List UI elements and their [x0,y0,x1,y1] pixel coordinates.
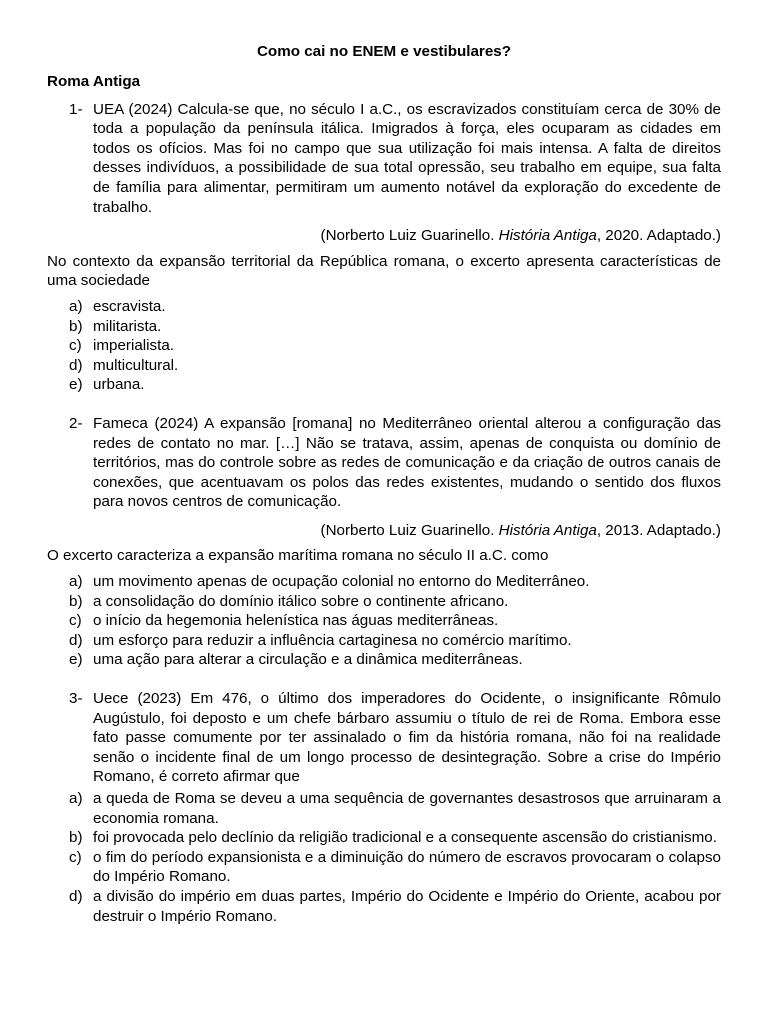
option-letter: e) [69,651,83,669]
option-text: o fim do período expansionista e a diminuição do número de escravos provocaram o colapso do Império Romano. [93,848,721,886]
page-title: Como cai no ENEM e vestibulares? [256,43,512,60]
option-letter: c) [69,337,82,355]
option-letter: a) [69,573,83,591]
source-details: , 2020. Adaptado.) [596,227,721,245]
source-author: (Norberto Luiz Guarinello. [320,227,499,245]
question-1 [47,100,721,218]
document-page [47,42,721,926]
source-work: História Antiga [498,227,597,245]
options-list [47,297,721,395]
option-text: a divisão do império em duas partes, Império do Ocidente e Império do Oriente, acabou por destruir o Império Romano. [93,887,721,925]
source-author: (Norberto Luiz Guarinello. [320,521,499,539]
question-text: Uece (2023) Em 476, o último dos imperadores do Ocidente, o insignificante Rômulo Augústulo, foi deposto e um chefe bárbaro assumiu o título de rei de Roma. Embora esse fato passe comumente por ter assinalado o fim da história romana, não foi na realidade senão o incidente final de um longo processo de desintegração. Sobre a crise do Império Romano, é correto afirmar que [93,690,721,786]
option-text: imperialista. [93,337,175,355]
question-2 [47,414,721,512]
option-item [47,631,721,651]
source-details: , 2013. Adaptado.) [596,521,721,539]
options-list [47,572,721,670]
option-text: o início da hegemonia helenística nas águas mediterrâneas. [93,612,499,630]
option-letter: d) [69,887,83,905]
source-work: História Antiga [498,521,597,539]
option-item [47,297,721,317]
option-text: um esforço para reduzir a influência cartaginesa no comércio marítimo. [93,631,572,649]
option-letter: c) [69,612,82,630]
option-item [47,592,721,612]
option-text: a queda de Roma se deveu a uma sequência de governantes desastrosos que arruinaram a economia romana. [93,790,721,827]
question-number: 3- [69,690,83,708]
question-source [47,521,721,541]
option-item [47,336,721,356]
option-letter: d) [69,631,83,649]
option-item [47,611,721,631]
spacer [47,670,721,689]
question-stem: No contexto da expansão territorial da República romana, o excerto apresenta características de uma sociedade [47,252,721,290]
question-number: 2- [69,414,83,432]
question-stem: O excerto caracteriza a expansão marítima romana no século II a.C. como [47,547,549,565]
option-item [47,789,721,828]
option-item [47,828,721,848]
options-list [47,789,721,926]
option-item [47,356,721,376]
section-heading: Roma Antiga [47,73,141,90]
option-text: multicultural. [93,356,179,374]
option-item [47,572,721,592]
option-item [47,375,721,395]
option-letter: e) [69,376,83,394]
option-item [47,887,721,926]
question-source [47,226,721,246]
option-text: uma ação para alterar a circulação e a dinâmica mediterrâneas. [93,651,523,669]
option-text: foi provocada pelo declínio da religião tradicional e a consequente ascensão do cristianismo. [93,829,717,847]
question-3 [47,689,721,787]
question-text: Fameca (2024) A expansão [romana] no Mediterrâneo oriental alterou a configuração das redes de contato no mar. […] Não se tratava, assim, apenas de conquista ou domínio de territórios, mas do controle sobre as redes de comunicação e da criação de outros canais de conexões, que acentuavam os polos das redes existentes, mudando o sentido dos fluxos para novos centros de comunicação. [93,414,721,511]
option-item [47,848,721,887]
option-letter: b) [69,317,83,335]
option-item [47,317,721,337]
option-letter: d) [69,356,83,374]
option-letter: a) [69,297,83,315]
question-text: UEA (2024) Calcula-se que, no século I a.C., os escravizados constituíam cerca de 30% de toda a população da península itálica. Imigrados à força, eles ocuparam as cidades em todos os ofícios. Mas foi no campo que sua utilização foi mais intensa. A falta de direitos desses indivíduos, a possibilidade de sua total opressão, seu trabalho em equipe, sua falta de família para alimentar, permitiram um aumento notável da exploração do excedente de trabalho. [93,100,721,216]
option-text: um movimento apenas de ocupação colonial no entorno do Mediterrâneo. [93,573,590,591]
option-letter: c) [69,848,82,866]
option-letter: b) [69,829,83,847]
question-number: 1- [69,100,83,118]
option-text: urbana. [93,376,145,394]
option-text: escravista. [93,297,166,315]
option-text: militarista. [93,317,162,335]
option-item [47,650,721,670]
option-letter: b) [69,592,83,610]
option-letter: a) [69,790,83,807]
option-text: a consolidação do domínio itálico sobre o continente africano. [93,592,509,610]
spacer [47,395,721,414]
